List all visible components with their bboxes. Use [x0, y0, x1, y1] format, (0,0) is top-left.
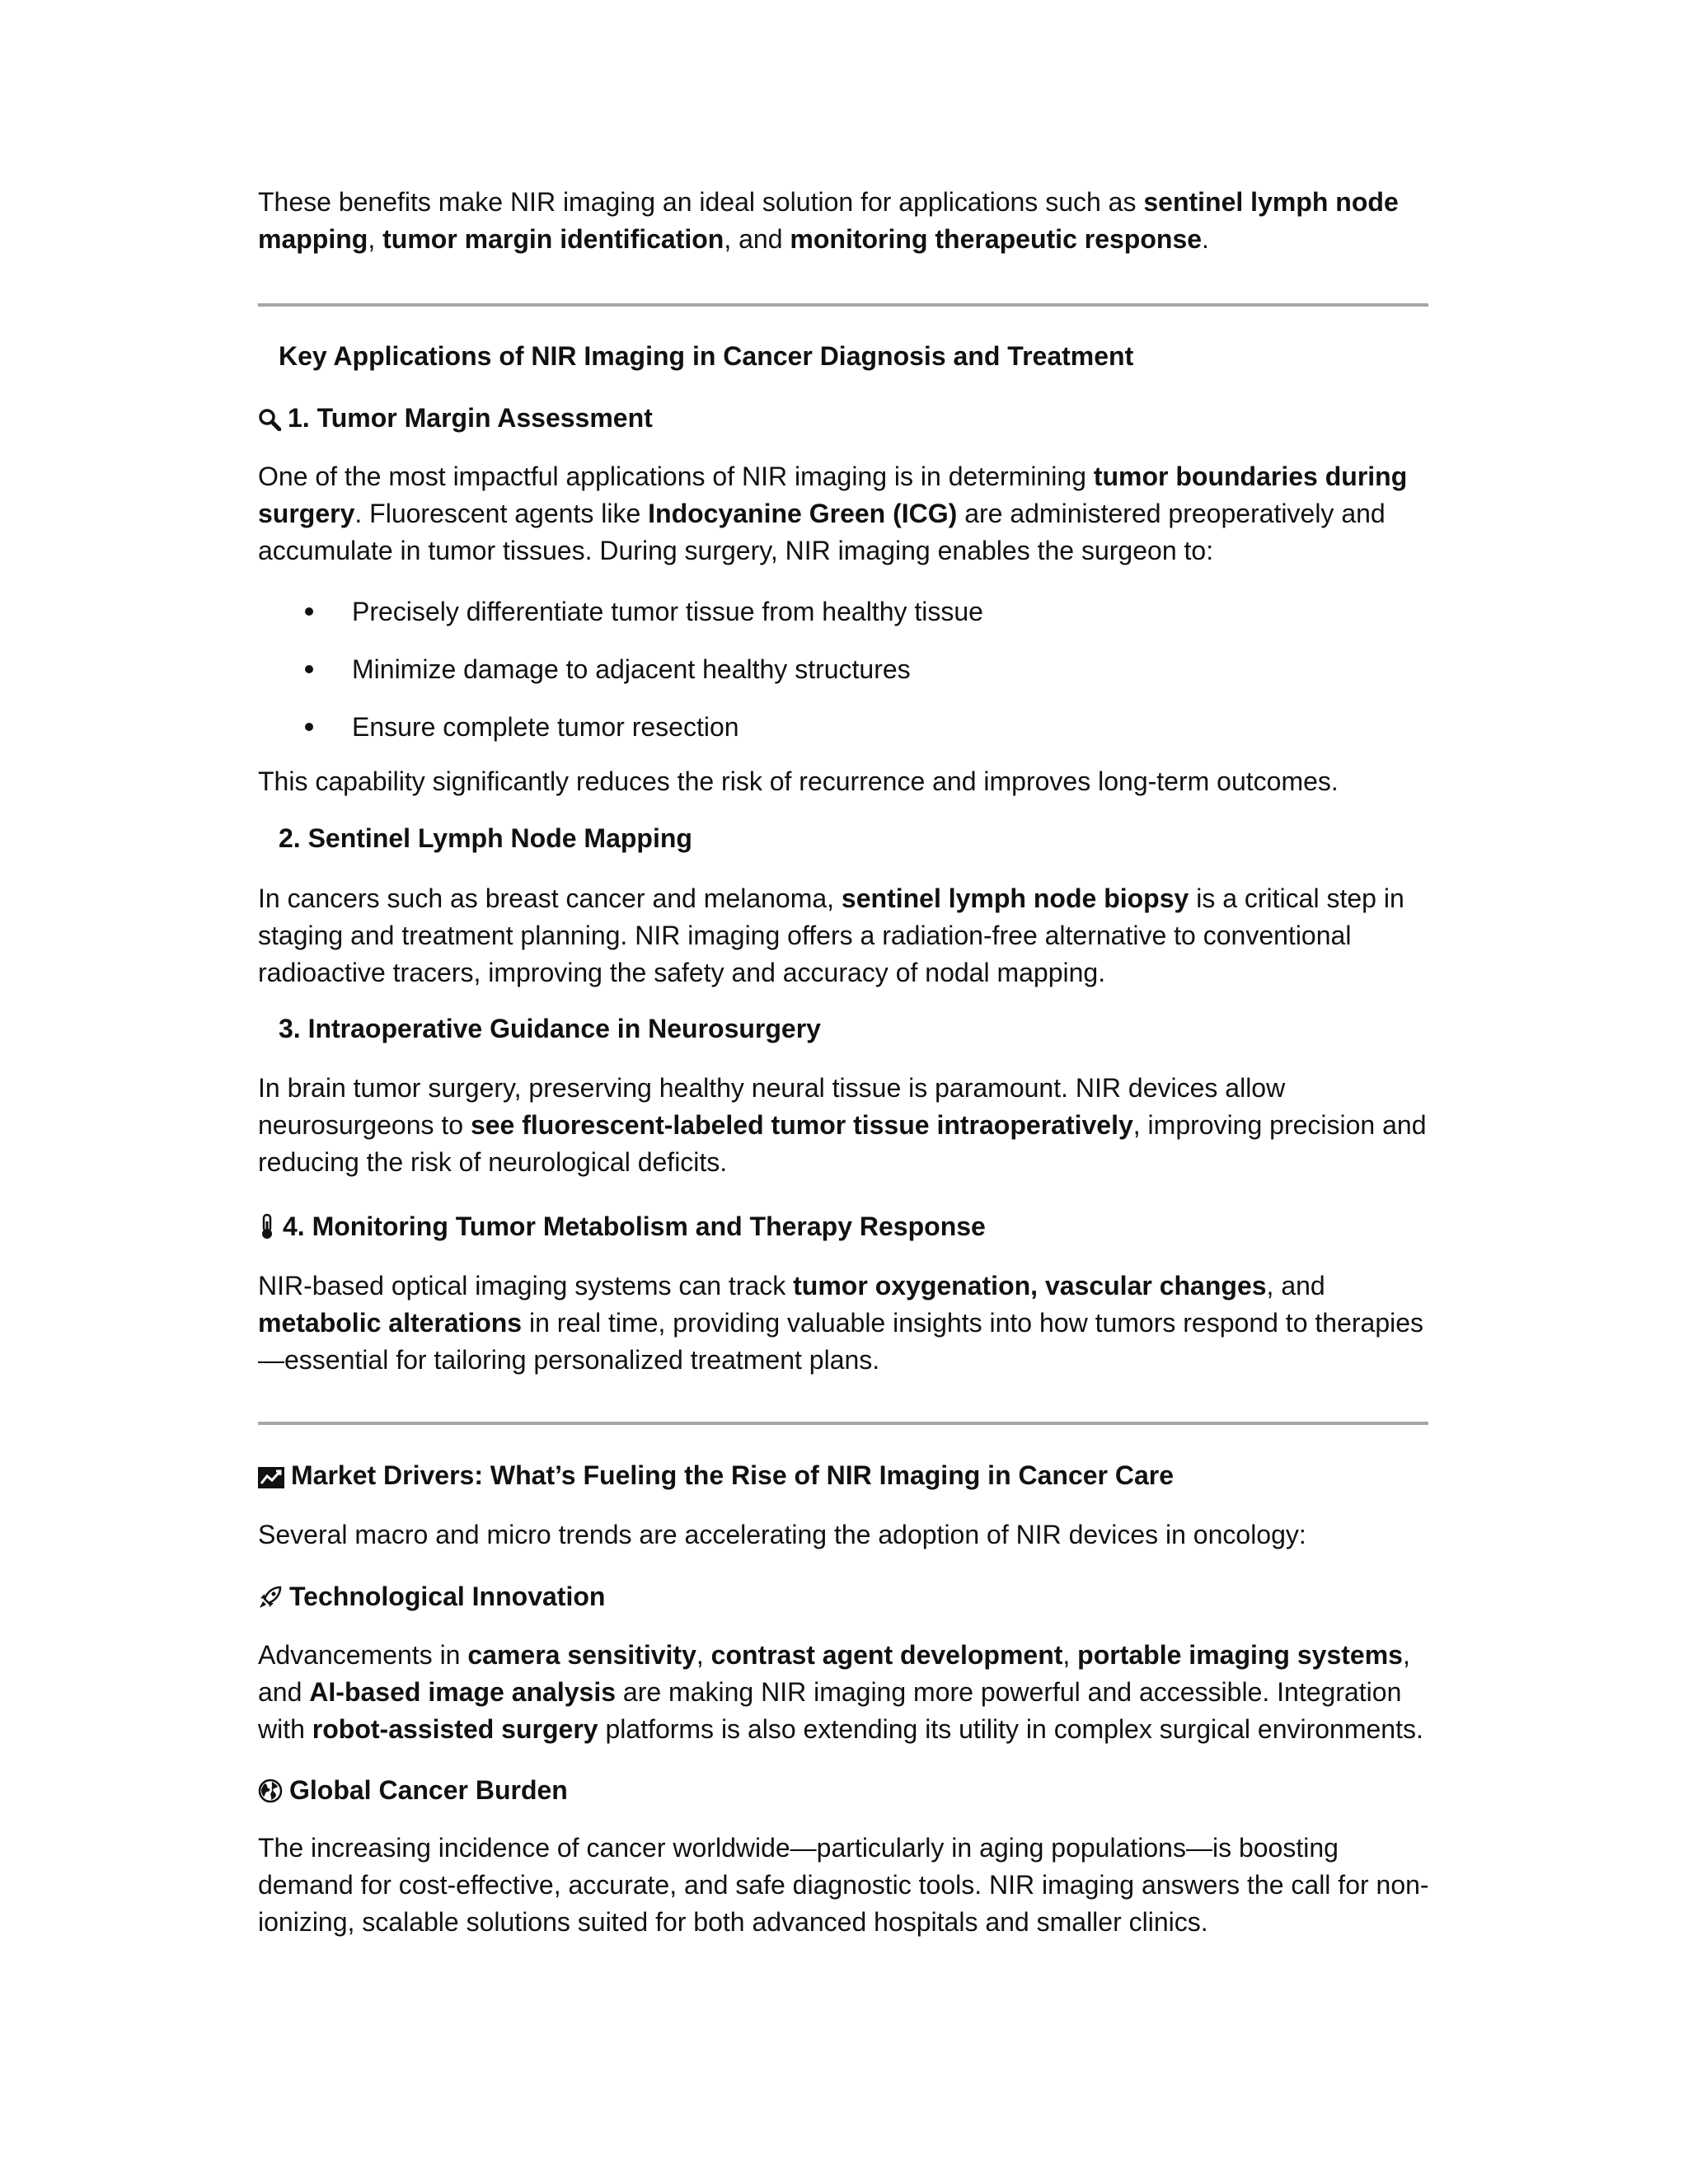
paragraph-text: ,: [1062, 1640, 1078, 1670]
paragraph-text: In cancers such as breast cancer and melanoma,: [258, 883, 842, 913]
market-heading-text: Market Drivers: What’s Fueling the Rise of NIR Imaging in Cancer Care: [291, 1460, 1175, 1490]
bold-see-fluorescent: see fluorescent-labeled tumor tissue intraoperatively: [470, 1110, 1133, 1140]
neuro-heading: 3. Intraoperative Guidance in Neurosurgery: [279, 1014, 821, 1043]
bold-portable-systems: portable imaging systems: [1077, 1640, 1403, 1670]
intro-text: , and: [724, 224, 790, 254]
paragraph-text: in real time, providing valuable insights into how tumors respond to therapies—essential for tailoring personalized treatment plans.: [258, 1308, 1424, 1375]
market-heading: [258, 1459, 1174, 1492]
paragraph-text: . Fluorescent agents like: [354, 499, 649, 528]
global-paragraph: The increasing incidence of cancer worldwide—particularly in aging populations—is boosting demand for cost-effective, accurate, and safe diagnostic tools. NIR imaging answers the call for non-ionizing, scalable solutions suited for both advanced hospitals and smaller clinics.: [258, 1833, 1429, 1937]
bold-contrast-agent: contrast agent development: [710, 1640, 1063, 1670]
neuro-paragraph: [258, 1070, 1437, 1181]
paragraph-text: is a critical step in staging and treatment planning. NIR imaging offers a radiation-free alternative to conventional radioactive tracers, improving the safety and accuracy of nodal mapping.: [258, 883, 1404, 987]
tech-paragraph: [258, 1637, 1437, 1748]
bullet-dot: [305, 723, 313, 731]
paragraph-text: NIR-based optical imaging systems can track: [258, 1271, 794, 1301]
tumor-margin-heading-text: 1. Tumor Margin Assessment: [288, 403, 653, 433]
bold-camera-sensitivity: camera sensitivity: [467, 1640, 696, 1670]
chart-icon: [258, 1465, 284, 1488]
intro-text: These benefits make NIR imaging an ideal solution for applications such as: [258, 187, 1144, 217]
intro-text: .: [1202, 224, 1209, 254]
global-heading: [258, 1774, 568, 1807]
metabolism-heading-text: 4. Monitoring Tumor Metabolism and Therapy Response: [283, 1212, 986, 1241]
metabolism-heading: [258, 1210, 986, 1243]
paragraph-text: , improving precision and reducing the risk of neurological deficits.: [258, 1110, 1427, 1177]
paragraph-text: In brain tumor surgery, preserving healthy neural tissue is paramount. NIR devices allow neurosurgeons to: [258, 1073, 1286, 1140]
list-item-text: Minimize damage to adjacent healthy structures: [352, 654, 911, 684]
globe-icon: [258, 1779, 283, 1803]
intro-text: ,: [368, 224, 383, 254]
paragraph-text: platforms is also extending its utility in complex surgical environments.: [598, 1714, 1423, 1744]
tumor-margin-closing: This capability significantly reduces the risk of recurrence and improves long-term outcomes.: [258, 766, 1339, 796]
paragraph-text: are making NIR imaging more powerful and accessible. Integration with: [258, 1677, 1402, 1744]
tech-heading-text: Technological Innovation: [289, 1582, 606, 1611]
magnifier-icon: [258, 408, 281, 431]
list-item-text: Ensure complete tumor resection: [352, 712, 739, 742]
tumor-margin-heading: [258, 401, 653, 434]
section-divider: [258, 303, 1428, 307]
intro-bold-margin: tumor margin identification: [382, 224, 724, 254]
paragraph-text: , and: [258, 1640, 1410, 1707]
global-heading-text: Global Cancer Burden: [289, 1775, 568, 1805]
paragraph-text: ,: [696, 1640, 711, 1670]
bold-ai-analysis: AI-based image analysis: [309, 1677, 616, 1707]
bullet-dot: [305, 607, 313, 616]
thermometer-icon: [258, 1213, 276, 1240]
bold-metabolic-alterations: metabolic alterations: [258, 1308, 523, 1338]
sentinel-heading: 2. Sentinel Lymph Node Mapping: [279, 823, 692, 853]
paragraph-text: One of the most impactful applications of NIR imaging is in determining: [258, 462, 1094, 491]
intro-bold-monitoring: monitoring therapeutic response: [790, 224, 1203, 254]
bold-tumor-oxygenation: tumor oxygenation, vascular changes: [793, 1271, 1267, 1301]
bold-sentinel-biopsy: sentinel lymph node biopsy: [841, 883, 1189, 913]
paragraph-text: Advancements in: [258, 1640, 468, 1670]
bullet-dot: [305, 665, 313, 673]
tech-heading: [258, 1580, 605, 1613]
intro-paragraph: [258, 184, 1437, 258]
sentinel-paragraph: [258, 880, 1437, 991]
bold-tumor-boundaries: tumor boundaries during surgery: [258, 462, 1408, 528]
market-intro: Several macro and micro trends are accelerating the adoption of NIR devices in oncology:: [258, 1520, 1306, 1549]
intro-bold-sentinel: sentinel lymph node mapping: [258, 187, 1399, 254]
rocket-icon: [258, 1585, 283, 1610]
bold-icg: Indocyanine Green (ICG): [648, 499, 958, 528]
bold-robot-surgery: robot-assisted surgery: [312, 1714, 598, 1744]
paragraph-text: are administered preoperatively and accumulate in tumor tissues. During surgery, NIR imaging enables the surgeon to:: [258, 499, 1386, 565]
list-item-text: Precisely differentiate tumor tissue from healthy tissue: [352, 597, 983, 626]
metabolism-paragraph: [258, 1268, 1437, 1379]
paragraph-text: , and: [1266, 1271, 1325, 1301]
section-divider: [258, 1422, 1428, 1425]
tumor-margin-paragraph: [258, 458, 1437, 569]
applications-heading: Key Applications of NIR Imaging in Cancer Diagnosis and Treatment: [279, 341, 1134, 371]
